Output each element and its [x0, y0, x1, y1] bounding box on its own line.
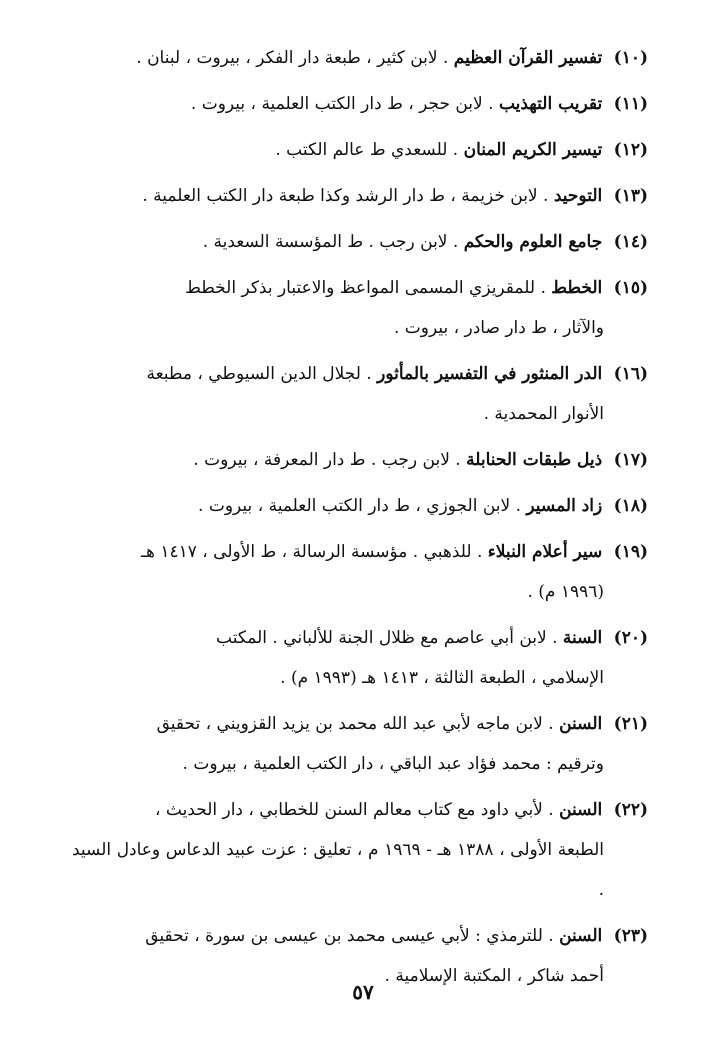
reference-number: (١٦)	[613, 364, 648, 384]
reference-item	[72, 618, 648, 698]
reference-continuation: الإسلامي ، الطبعة الثالثة ، ١٤١٣ هـ (١٩٩٣ م) .	[280, 668, 604, 688]
reference-item	[72, 790, 648, 910]
reference-title: جامع العلوم والحكم	[463, 232, 603, 252]
reference-continuation: أحمد شاكر ، المكتبة الإسلامية .	[384, 966, 604, 986]
reference-text: . للذهبي . مؤسسة الرسالة ، ط الأولى ، ١٤١٧ هـ	[140, 542, 483, 562]
page-number: ٥٧	[352, 980, 374, 1004]
reference-title: السنن	[559, 714, 603, 734]
reference-text: . لابن أبي عاصم مع ظلال الجنة للألباني . المكتب	[216, 628, 558, 648]
reference-continuation: وترقيم : محمد فؤاد عبد الباقي ، دار الكتب العلمية ، بيروت .	[182, 754, 604, 774]
reference-text: . لابن كثير ، طبعة دار الفكر ، بيروت ، لبنان .	[136, 48, 449, 68]
reference-text: . للترمذي : لأبي عيسى محمد بن عيسى بن سورة ، تحقيق	[145, 926, 554, 946]
reference-number: (١٠)	[613, 48, 648, 68]
reference-number: (١٨)	[613, 496, 648, 516]
reference-title: التوحيد	[553, 186, 603, 206]
reference-number: (١٣)	[613, 186, 648, 206]
reference-list	[72, 38, 648, 1002]
reference-text: . لابن رجب . ط المؤسسة السعدية .	[202, 232, 459, 252]
reference-item	[72, 354, 648, 434]
reference-continuation: والآثار ، ط دار صادر ، بيروت .	[393, 318, 604, 338]
reference-item	[72, 486, 648, 526]
reference-number: (١٧)	[613, 450, 648, 470]
reference-number: (٢٢)	[613, 800, 648, 820]
reference-number: (١٤)	[613, 232, 648, 252]
reference-item	[72, 704, 648, 784]
reference-text: . لابن خزيمة ، ط دار الرشد وكذا طبعة دار الكتب العلمية .	[142, 186, 549, 206]
reference-number: (١٢)	[613, 140, 648, 160]
reference-title: تفسير القرآن العظيم	[453, 48, 603, 68]
reference-text: . لأبي داود مع كتاب معالم السنن للخطابي ، دار الحديث ،	[154, 800, 554, 820]
reference-title: تقريب التهذيب	[498, 94, 603, 114]
reference-title: تيسير الكريم المنان	[463, 140, 603, 160]
reference-continuation: (١٩٩٦ م) .	[527, 582, 604, 602]
reference-number: (٢١)	[613, 714, 648, 734]
reference-item	[72, 84, 648, 124]
reference-item	[72, 532, 648, 612]
reference-text: . للسعدي ط عالم الكتب .	[275, 140, 459, 160]
reference-text: . لابن ماجه لأبي عبد الله محمد بن يزيد القزويني ، تحقيق	[156, 714, 554, 734]
reference-number: (٢٠)	[613, 628, 648, 648]
reference-number: (٢٣)	[613, 926, 648, 946]
reference-item	[72, 440, 648, 480]
reference-continuation: الأنوار المحمدية .	[483, 404, 604, 424]
reference-title: السنن	[559, 800, 603, 820]
reference-title: الخطط	[551, 278, 603, 298]
reference-item	[72, 268, 648, 348]
reference-continuation: الطبعة الأولى ، ١٣٨٨ هـ - ١٩٦٩ م ، تعليق : عزت عبيد الدعاس وعادل السيد .	[72, 840, 605, 900]
reference-item	[72, 176, 648, 216]
reference-title: السنن	[559, 926, 603, 946]
reference-item	[72, 38, 648, 78]
reference-item	[72, 130, 648, 170]
reference-item	[72, 222, 648, 262]
reference-text: . للمقريزي المسمى المواعظ والاعتبار بذكر الخطط	[185, 278, 546, 298]
reference-text: . لابن الجوزي ، ط دار الكتب العلمية ، بيروت .	[198, 496, 521, 516]
reference-title: ذيل طبقات الحنابلة	[466, 450, 603, 470]
reference-text: . لجلال الدين السيوطي ، مطبعة	[146, 364, 372, 384]
reference-number: (١٩)	[613, 542, 648, 562]
reference-number: (١١)	[613, 94, 648, 114]
reference-text: . لابن رجب . ط دار المعرفة ، بيروت .	[193, 450, 461, 470]
reference-title: السنة	[562, 628, 603, 648]
reference-number: (١٥)	[613, 278, 648, 298]
reference-title: سير أعلام النبلاء	[487, 542, 603, 562]
reference-title: الدر المنثور في التفسير بالمأثور	[377, 364, 603, 384]
reference-text: . لابن حجر ، ط دار الكتب العلمية ، بيروت .	[190, 94, 494, 114]
reference-title: زاد المسير	[526, 496, 603, 516]
